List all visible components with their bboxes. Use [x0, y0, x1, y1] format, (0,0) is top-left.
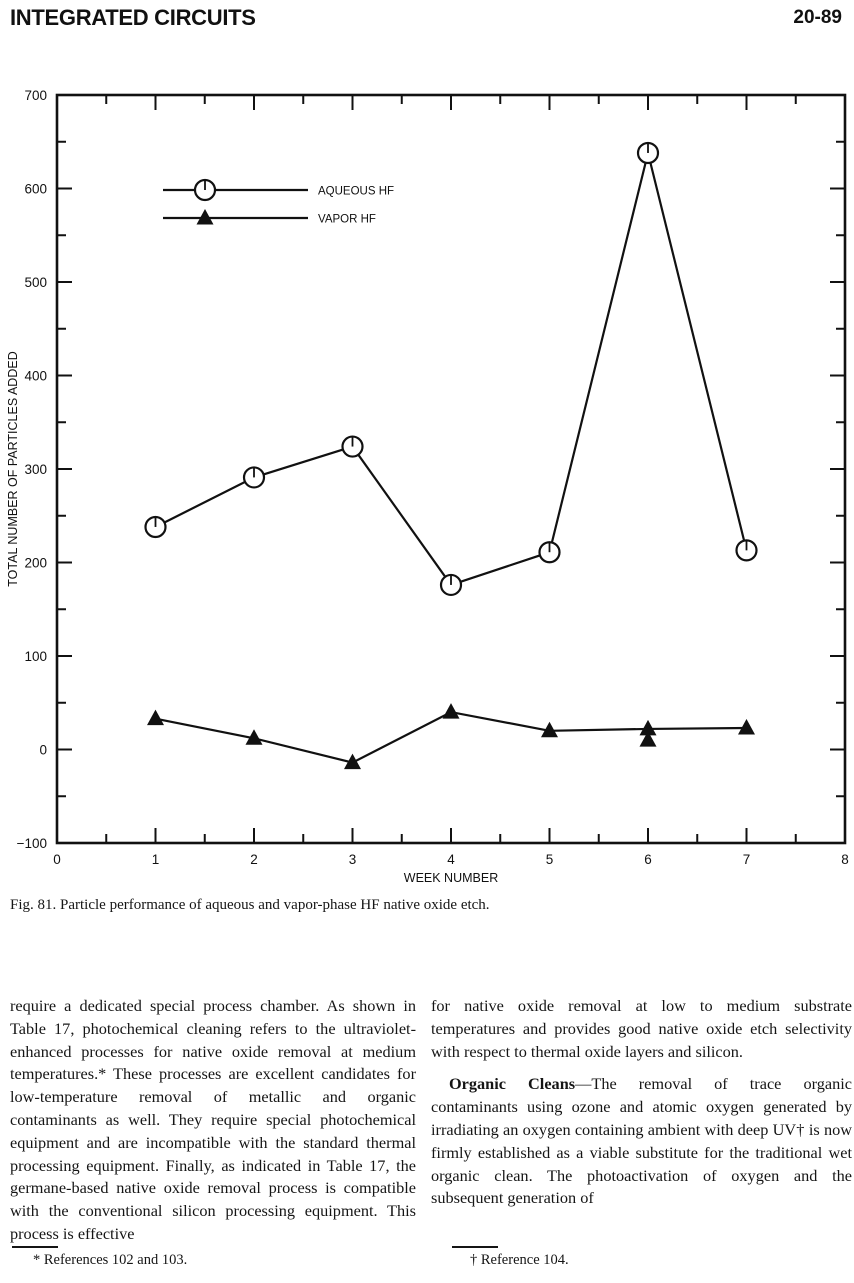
svg-text:AQUEOUS HF: AQUEOUS HF: [318, 185, 395, 198]
footnote-rule-right: [452, 1246, 498, 1248]
footnote-right: † Reference 104.: [470, 1252, 569, 1268]
legend-item-vapor-hf: [163, 209, 376, 226]
paragraph-organic-cleans: Organic Cleans—The removal of trace organic contaminants using ozone and atomic oxygen generated by irradiating an oxygen containing ambient with deep UV† is now firmly established as a viable substitute for the traditional wet organic clean. The photoactivation of oxygen and the subsequent generation of: [431, 1074, 852, 1208]
series-aqueous-hf: [146, 143, 757, 595]
svg-text:500: 500: [24, 275, 47, 290]
y-tick-labels: [17, 88, 47, 851]
legend-item-aqueous-hf: [163, 180, 394, 200]
figure-caption: Fig. 81. Particle performance of aqueous and vapor-phase HF native oxide etch.: [10, 897, 490, 913]
svg-text:VAPOR HF: VAPOR HF: [318, 213, 376, 226]
page-title: INTEGRATED CIRCUITS: [10, 5, 256, 30]
svg-text:2: 2: [250, 852, 258, 867]
paragraph-lead-in: Organic Cleans: [449, 1074, 576, 1094]
paragraph: require a dedicated special process chamber. As shown in Table 17, photochemical cleaning refers to the ultraviolet-enhanced processes for native oxide removal at medium temperatures.* These processes are excellent candidates for low-temperature removal of metallic and organic contaminants as well. They require special photochemical equipment and are incompatible with the standard thermal processing equipment. Finally, as indicated in Table 17, the germane-based native oxide removal process is compatible with the conventional silicon processing equipment. This process is effective: [10, 996, 416, 1243]
svg-text:700: 700: [24, 88, 47, 103]
body-column-right: [431, 995, 852, 1210]
svg-text:8: 8: [841, 852, 849, 867]
svg-text:7: 7: [742, 852, 751, 867]
svg-text:6: 6: [644, 852, 652, 867]
x-axis-title: WEEK NUMBER: [403, 871, 499, 885]
svg-text:3: 3: [348, 852, 357, 867]
footnote-left: * References 102 and 103.: [33, 1252, 188, 1268]
legend: [163, 180, 394, 226]
svg-text:0: 0: [39, 742, 47, 758]
body-column-left: [10, 995, 416, 1246]
svg-text:400: 400: [24, 368, 47, 384]
y-axis-title: TOTAL NUMBER OF PARTICLES ADDED: [6, 351, 20, 587]
svg-text:1: 1: [151, 852, 160, 867]
svg-text:4: 4: [447, 852, 455, 867]
svg-text:200: 200: [24, 555, 47, 571]
footnote-rule-left: [12, 1246, 58, 1248]
page-number: 20-89: [793, 7, 842, 28]
paragraph: for native oxide removal at low to medium substrate temperatures and provides good native oxide etch selectivity with respect to thermal oxide layers and silicon.: [431, 996, 852, 1061]
series-vapor-hf: [147, 703, 755, 769]
svg-text:600: 600: [24, 181, 47, 197]
x-tick-labels: [53, 852, 849, 867]
svg-text:−100: −100: [16, 836, 47, 851]
svg-text:100: 100: [24, 649, 47, 664]
svg-text:300: 300: [24, 462, 47, 477]
svg-text:0: 0: [53, 852, 61, 867]
svg-text:5: 5: [545, 852, 554, 867]
